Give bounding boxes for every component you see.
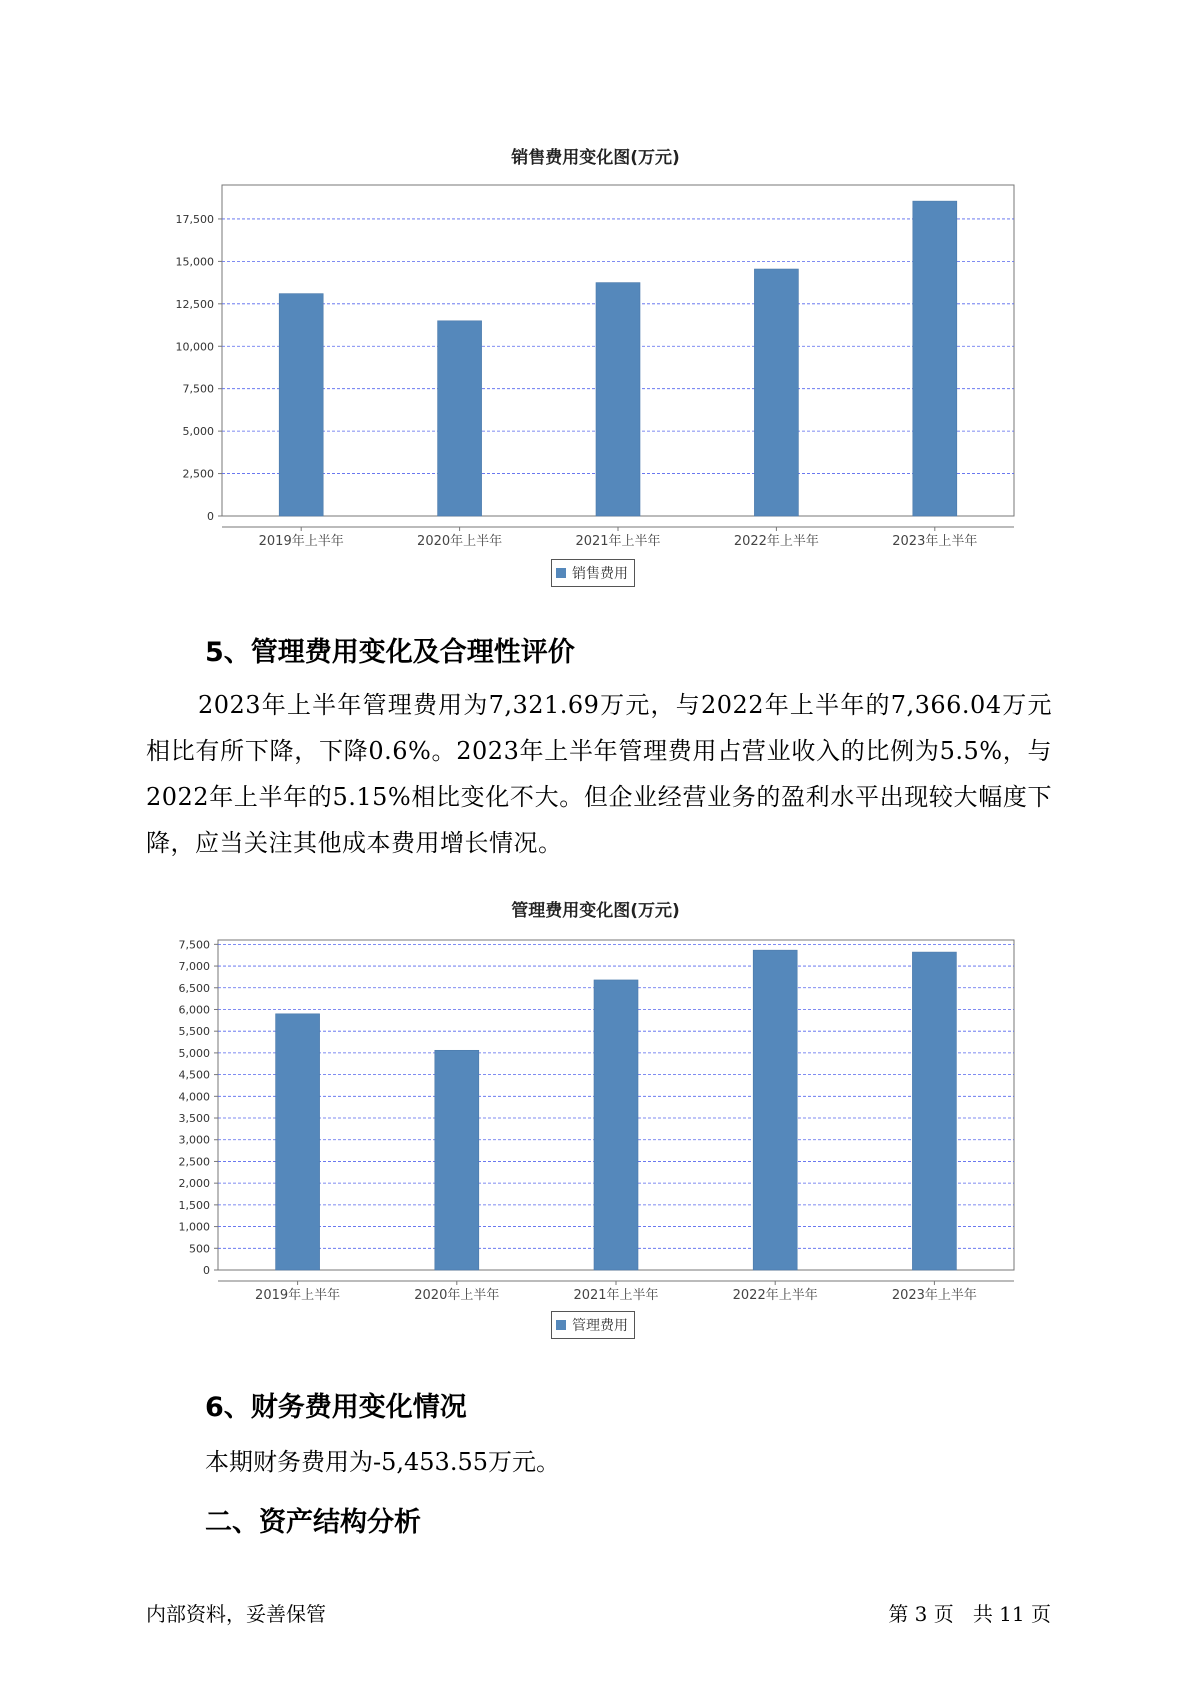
- y-tick-label: 1,000: [178, 1220, 210, 1234]
- y-tick-label: 15,000: [175, 255, 214, 269]
- y-tick-label: 2,500: [182, 467, 214, 481]
- y-tick-label: 1,500: [178, 1198, 210, 1212]
- y-tick-label: 3,000: [178, 1133, 210, 1147]
- bar: [276, 1014, 320, 1270]
- y-tick-label: 6,500: [178, 981, 210, 995]
- legend-swatch: [556, 1320, 566, 1330]
- y-tick-label: 7,500: [182, 382, 214, 396]
- y-tick-label: 4,500: [178, 1068, 210, 1082]
- admin-chart-legend: [551, 1311, 635, 1339]
- section6-text: 本期财务费用为-5,453.55万元。: [205, 1448, 560, 1476]
- x-tick-label: 2019年上半年: [255, 1288, 341, 1303]
- x-tick-label: 2022年上半年: [733, 534, 819, 549]
- bar: [596, 283, 640, 516]
- bar: [912, 952, 956, 1270]
- y-tick-label: 2,500: [178, 1155, 210, 1169]
- section6-heading: 6、财务费用变化情况: [205, 1392, 467, 1423]
- sales-chart-legend: [551, 559, 635, 587]
- sales-expense-chart: [0, 170, 1191, 550]
- y-tick-label: 0: [203, 1264, 210, 1277]
- footer-page-number: 第 3 页 共 11 页: [888, 1602, 1051, 1626]
- bar: [279, 294, 323, 516]
- x-tick-label: 2021年上半年: [573, 1288, 659, 1303]
- bar: [594, 980, 638, 1270]
- x-tick-label: 2022年上半年: [732, 1288, 818, 1303]
- y-tick-label: 500: [189, 1242, 210, 1256]
- x-tick-label: 2023年上半年: [892, 534, 978, 549]
- bar: [435, 1050, 479, 1270]
- sales-chart-title: 销售费用变化图(万元): [511, 148, 680, 168]
- y-tick-label: 6,000: [178, 1003, 210, 1017]
- y-tick-label: 5,000: [178, 1046, 210, 1060]
- y-tick-label: 17,500: [175, 212, 214, 226]
- x-tick-label: 2021年上半年: [575, 534, 661, 549]
- bar: [913, 201, 957, 516]
- y-tick-label: 5,000: [182, 425, 214, 439]
- y-tick-label: 0: [207, 510, 214, 523]
- y-tick-label: 12,500: [175, 297, 214, 311]
- y-tick-label: 7,500: [178, 938, 210, 952]
- x-tick-label: 2019年上半年: [258, 534, 344, 549]
- legend-label: 管理费用: [572, 1318, 628, 1334]
- section5-heading: 5、管理费用变化及合理性评价: [205, 637, 575, 668]
- x-tick-label: 2023年上半年: [891, 1288, 977, 1303]
- bar: [754, 269, 798, 516]
- footer-left: 内部资料，妥善保管: [146, 1602, 326, 1626]
- y-tick-label: 3,500: [178, 1112, 210, 1126]
- y-tick-label: 7,000: [178, 960, 210, 974]
- bar: [438, 321, 482, 516]
- section-two-heading: 二、资产结构分析: [205, 1507, 421, 1538]
- admin-chart-title: 管理费用变化图(万元): [511, 901, 680, 921]
- legend-label: 销售费用: [572, 566, 628, 582]
- y-tick-label: 5,500: [178, 1025, 210, 1039]
- legend-swatch: [556, 568, 566, 578]
- bar: [753, 950, 797, 1270]
- section5-paragraph: 2023年上半年管理费用为7,321.69万元，与2022年上半年的7,366.04万元相比有所下降，下降0.6%。2023年上半年管理费用占营业收入的比例为5.5%，与2022年上半年的5.15%相比变化不大。但企业经营业务的盈利水平出现较大幅度下降，应当关注其他成本费用增长情况。: [146, 691, 1052, 857]
- x-tick-label: 2020年上半年: [417, 534, 503, 549]
- admin-expense-chart: [0, 925, 1191, 1310]
- y-tick-label: 10,000: [175, 340, 214, 354]
- y-tick-label: 2,000: [178, 1177, 210, 1191]
- x-tick-label: 2020年上半年: [414, 1288, 500, 1303]
- y-tick-label: 4,000: [178, 1090, 210, 1104]
